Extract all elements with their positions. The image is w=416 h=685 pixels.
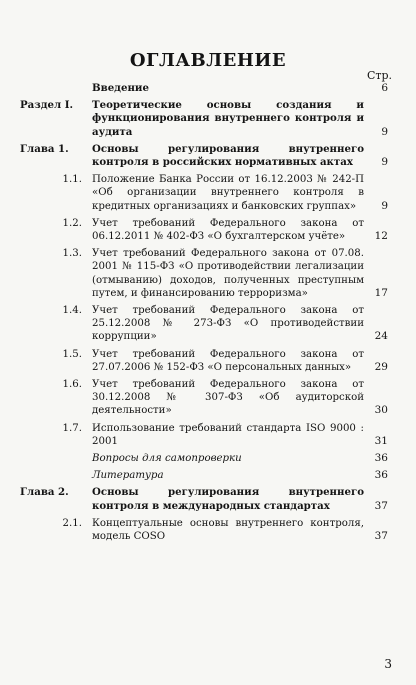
toc-entry-page: 6 [381,82,388,94]
toc-entry [20,469,392,482]
toc-entry-page: 30 [374,404,388,417]
toc-entry-page: 37 [374,499,388,512]
toc-entry-title: Учет требований Федерального закона от 30.12.2008 № 307-ФЗ «Об аудиторской деятельности» [92,379,364,417]
toc-entry-title: Концептуальные основы внутреннего контроля, модель COSO [92,517,364,543]
toc-entry-page: 9 [381,156,388,169]
toc-entry-label: 1.6. [62,379,82,391]
toc-entry [20,517,392,543]
toc-entry [20,348,392,374]
toc-entry-page: 17 [374,286,388,299]
toc-entry-page: 36 [374,452,388,465]
toc-entry [20,452,392,465]
toc-entry-page: 12 [374,230,388,243]
toc-entry-label: 1.4. [62,305,82,317]
toc-entry [20,247,392,300]
toc-entry-title: Вопросы для самопроверки [92,453,242,465]
toc-entry-page: 9 [381,125,388,138]
toc-entry-title: Учет требований Федерального закона от 06.12.2011 № 402-ФЗ «О бухгалтерском учёте» [92,217,364,243]
toc-entry [20,82,392,95]
toc-entry-label: 1.2. [62,217,82,229]
toc-entry-title: Введение [92,82,149,94]
toc-entry-label: Раздел I. [20,99,74,112]
toc-entry-title: Основы регулирования внутреннего контроля в российских нормативных актах [92,142,364,169]
toc-entry [20,173,392,213]
toc-entry-title: Основы регулирования внутреннего контроля в международных стандартах [92,486,364,512]
toc-entry-page: 37 [374,530,388,543]
toc-entry-label: Глава 1. [20,142,69,155]
toc-entry-title: Использование требований стандарта ISO 9000 : 2001 [92,422,364,447]
toc-entry-label: 1.3. [62,248,82,260]
toc-entry-title: Литература [92,470,164,482]
toc-entry-page: 24 [374,330,388,343]
toc-entry-label: 1.5. [62,348,82,360]
toc-entry [20,486,392,512]
toc-entry-title: Учет требований Федерального закона от 25.12.2008 № 273-ФЗ «О противодействии коррупции» [92,305,364,343]
toc-entry-page: 36 [374,469,388,482]
toc-entry-title: Теоретические основы создания и функционирования внутреннего контроля и аудита [92,99,364,138]
toc-entry-title: Учет требований Федерального закона от 27.07.2006 № 152-ФЗ «О персональных данных» [92,348,364,373]
toc-entry [20,217,392,243]
toc-entry-page: 9 [381,199,388,212]
page-title: ОГЛАВЛЕНИЕ [129,50,287,71]
toc-entry [20,143,392,169]
toc-entry-page: 31 [374,434,388,447]
toc-entry [20,422,392,448]
toc-entry-page: 29 [374,360,388,373]
toc-entry-label: Глава 2. [20,486,69,499]
toc-entry-title: Учет требований Федерального закона от 07.08. 2001 № 115-ФЗ «О противодействии легализации (отмыванию) доходов, полученных преступным путем, и финансированию терроризма» [92,248,364,299]
page-number: 3 [384,657,392,671]
toc-entry-label: 1.1. [62,174,82,186]
page-column-label: Стр. [366,69,392,82]
table-of-contents [20,82,392,547]
toc-entry-title: Положение Банка России от 16.12.2003 № 242-П «Об организации внутреннего контроля в кредитных организациях и банковских группах» [92,174,364,212]
toc-entry-label: 1.7. [62,422,82,434]
toc-entry-label: 2.1. [62,517,82,529]
toc-entry [20,378,392,418]
toc-entry [20,99,392,139]
toc-entry [20,304,392,344]
